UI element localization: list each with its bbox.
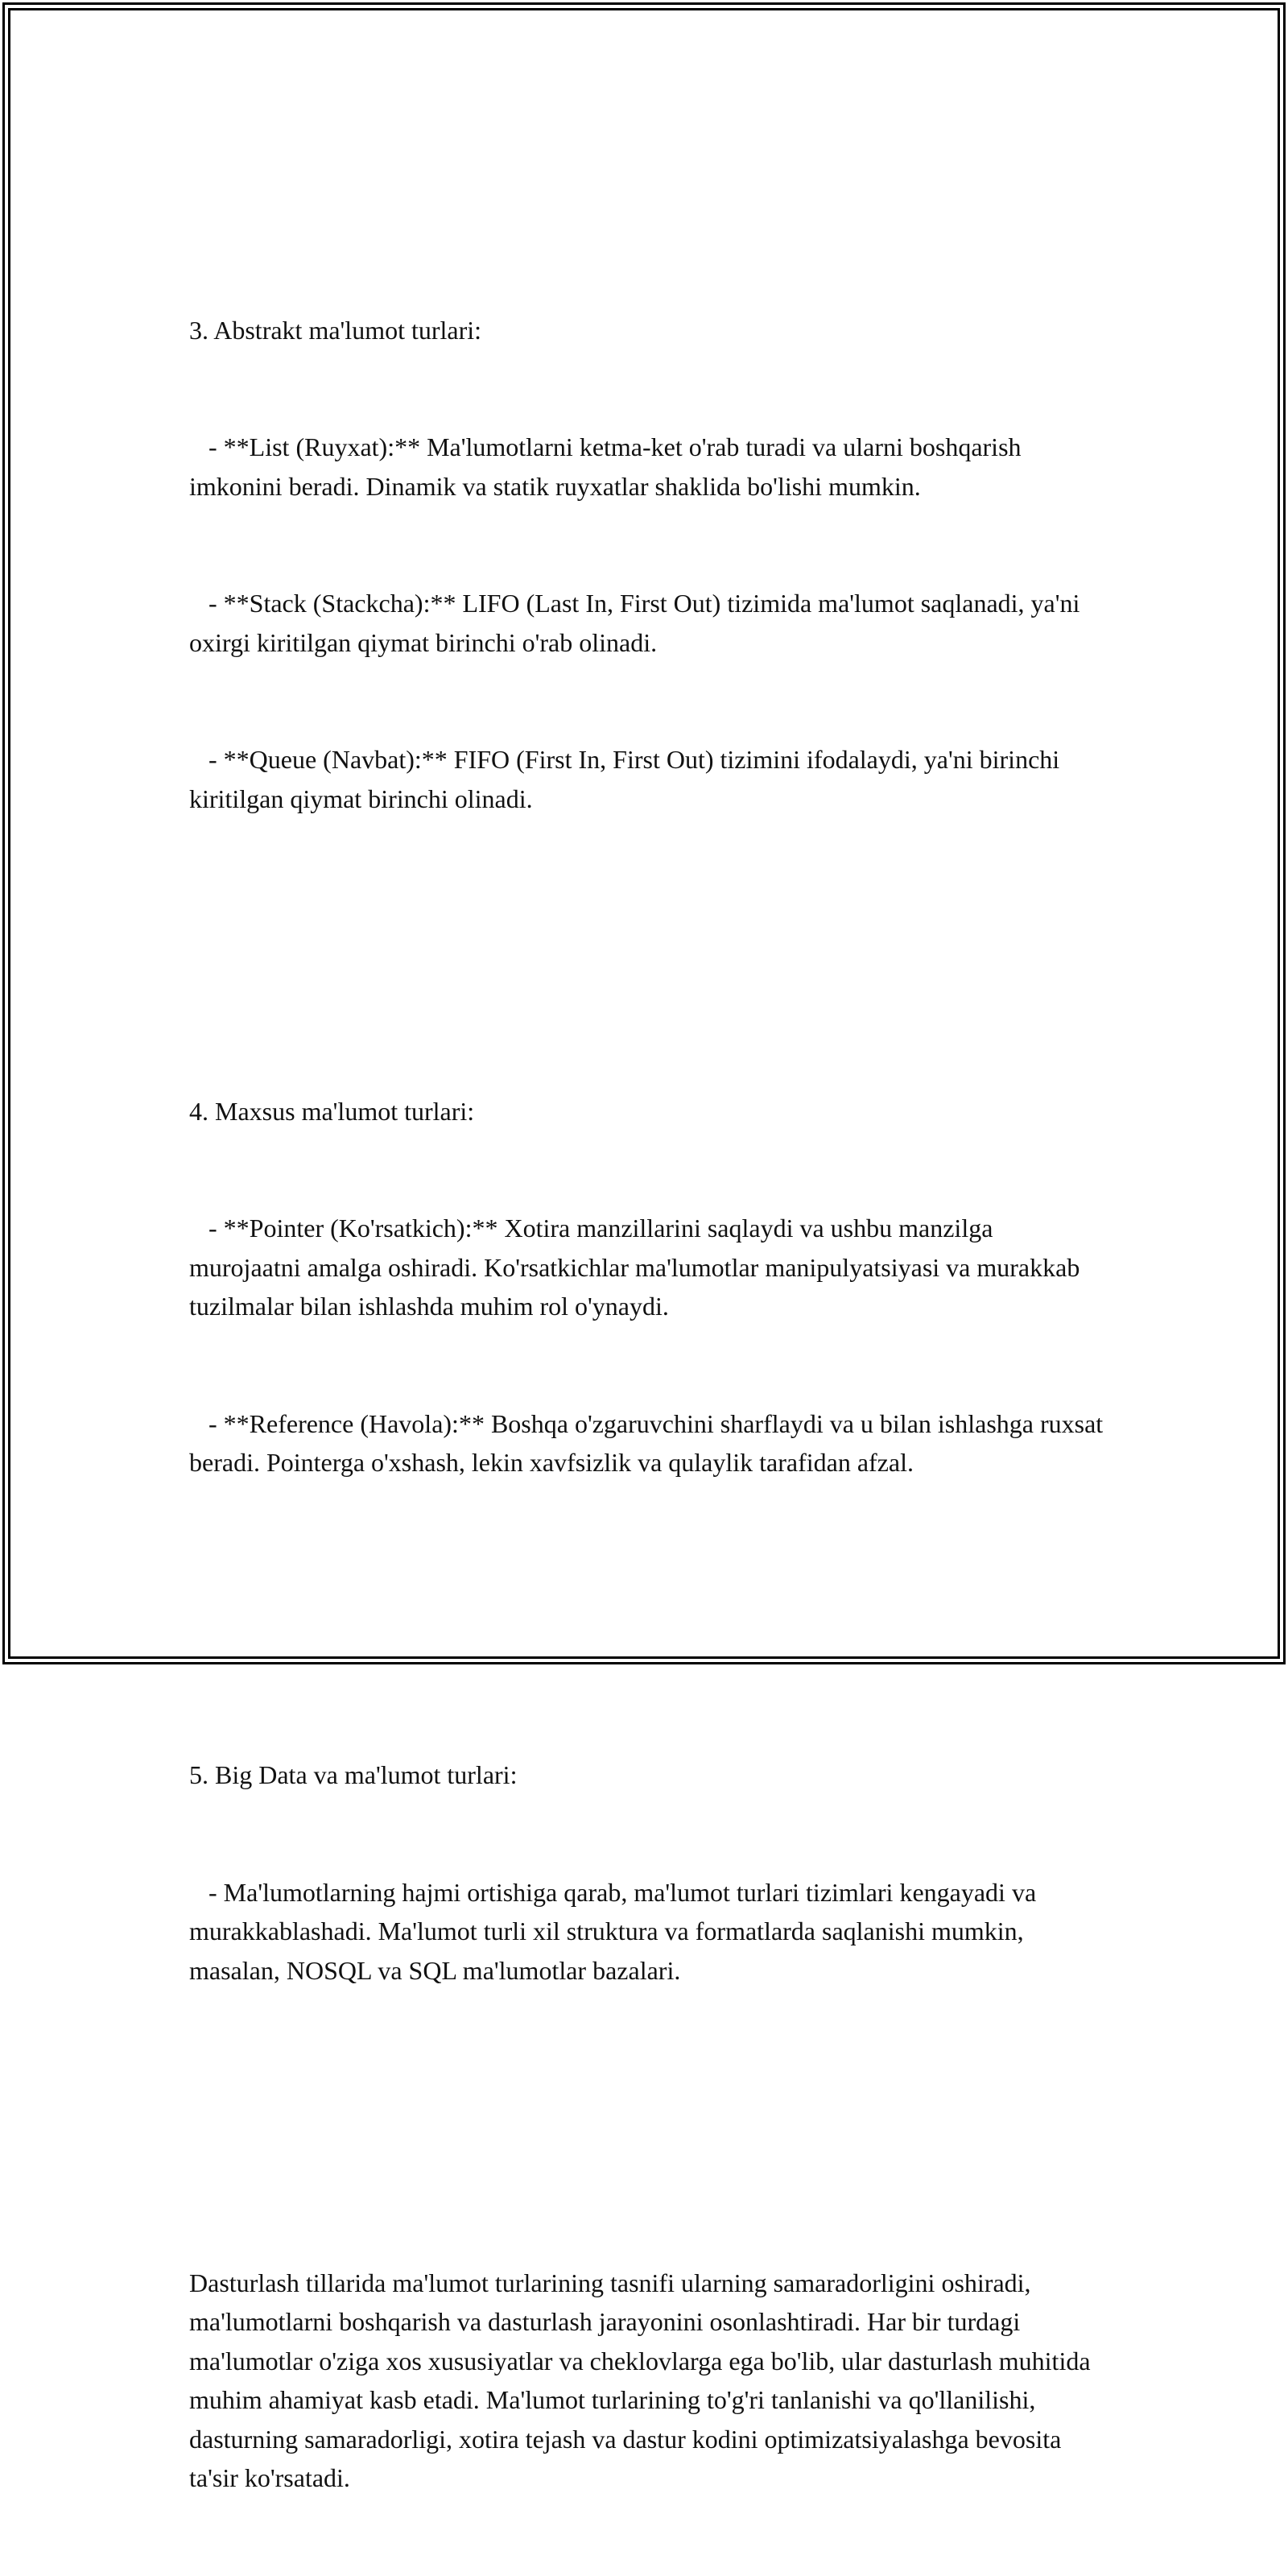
section-4-item-pointer: - **Pointer (Ko'rsatkich):** Xotira manzillarini saqlaydi va ushbu manzilga murojaatni amalga oshiradi. Ko'rsatkichlar ma'lumotlar manipulyatsiyasi va murakkab tuzilmalar bilan ishlashda muhim rol o'ynaydi. xyxy=(189,1214,1087,1321)
section-3-heading: 3. Abstrakt ma'lumot turlari: xyxy=(189,315,482,345)
conclusion-paragraph: Dasturlash tillarida ma'lumot turlarining tasnifi ularning samaradorligini oshiradi, ma'lumotlarni boshqarish va dasturlash jarayonini osonlashtiradi. Har bir turdagi ma'lumotlar o'ziga xos xususiyatlar va cheklovlarga ega bo'lib, ular dasturlash muhitida muhim ahamiyat kasb etadi. Ma'lumot turlarining to'g'ri tanlanishi va qo'llanilishi, dasturning samaradorligi, xotira tejash va dastur kodini optimizatsiyalashga bevosita ta'sir ko'rsatadi. xyxy=(189,2268,1097,2492)
section-3-item-queue: - **Queue (Navbat):** FIFO (First In, First Out) tizimini ifodalaydi, ya'ni birinchi kiritilgan qiymat birinchi olinadi. xyxy=(189,745,1067,813)
section-5-item-bigdata: - Ma'lumotlarning hajmi ortishiga qarab, ma'lumot turlari tizimlari kengayadi va murakkablashadi. Ma'lumot turli xil struktura va formatlarda saqlanishi mumkin, masalan, NOSQL va SQL ma'lumotlar bazalari. xyxy=(189,1877,1043,1985)
section-3-item-list: - **List (Ruyxat):** Ma'lumotlarni ketma-ket o'rab turadi va ularni boshqarish imkonini beradi. Dinamik va statik ruyxatlar shaklida bo'lishi mumkin. xyxy=(189,432,1028,501)
paragraph-gap xyxy=(189,1599,1107,1639)
section-4-item-reference: - **Reference (Havola):** Boshqa o'zgaruvchini sharflaydi va u bilan ishlashga ruxsat beradi. Pointerga o'xshash, lekin xavfsizlik va qulaylik tarafidan afzal. xyxy=(189,1408,1110,1477)
document-body xyxy=(189,193,1110,2576)
section-5-heading: 5. Big Data va ma'lumot turlari: xyxy=(189,1760,518,1789)
paragraph-gap xyxy=(189,2107,1107,2147)
section-4-heading: 4. Maxsus ma'lumot turlari: xyxy=(189,1096,475,1126)
section-3-item-stack: - **Stack (Stackcha):** LIFO (Last In, First Out) tizimida ma'lumot saqlanadi, ya'ni oxirgi kiritilgan qiymat birinchi o'rab olinadi. xyxy=(189,589,1087,657)
paragraph-gap xyxy=(189,936,1107,975)
